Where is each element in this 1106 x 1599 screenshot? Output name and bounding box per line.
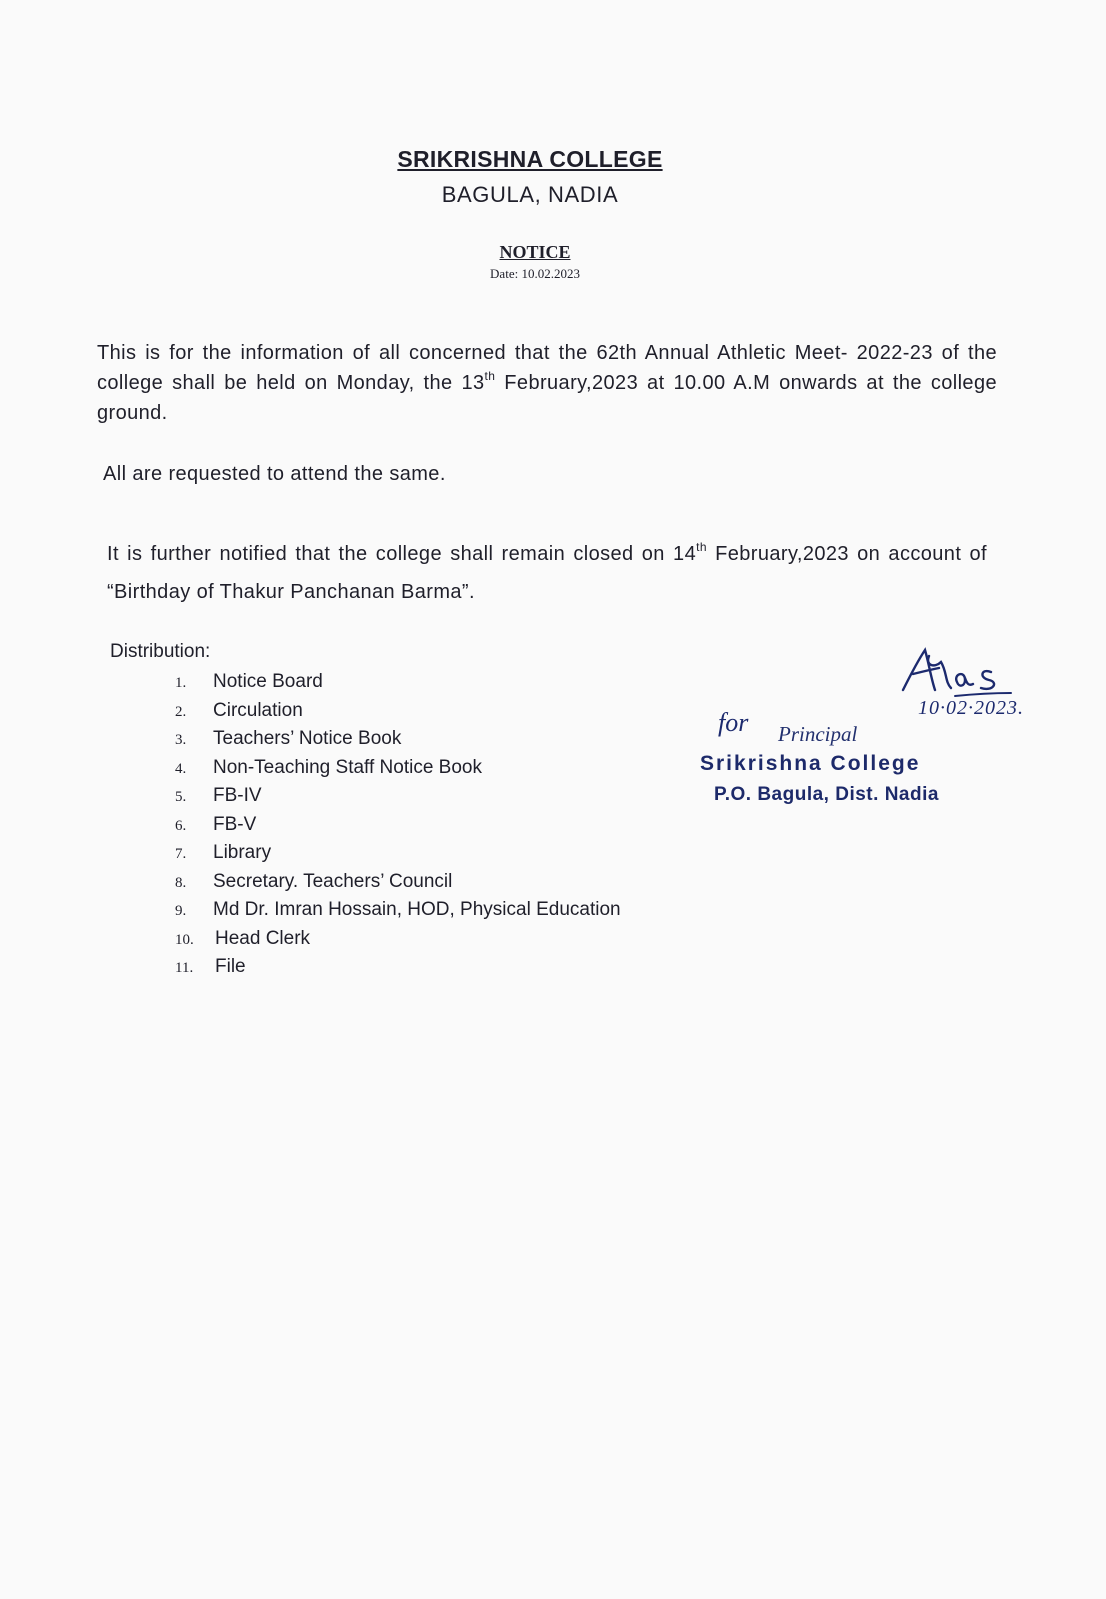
paragraph-athletic-meet-text-a: This is for the information of all concerned that the 62th Annual Athletic Meet- 2022-23 of the college shall be held on Monday, the 13 bbox=[97, 342, 997, 394]
list-item bbox=[175, 754, 621, 783]
list-item-text: Teachers’ Notice Book bbox=[213, 728, 402, 749]
list-item-number: 1. bbox=[175, 675, 187, 691]
list-item-text: Head Clerk bbox=[215, 927, 311, 949]
list-item bbox=[175, 896, 621, 925]
list-item-number: 9. bbox=[175, 903, 187, 919]
paragraph-college-closure-text-b: February,2023 on account of “Birthday of Thakur Panchanan Barma”. bbox=[107, 543, 987, 603]
list-item-text: Library bbox=[213, 842, 272, 863]
list-item-text: Non-Teaching Staff Notice Book bbox=[213, 756, 482, 778]
list-item bbox=[175, 868, 621, 897]
list-item-number: 10. bbox=[175, 931, 194, 948]
superscript-th: th bbox=[696, 540, 707, 554]
stamp-college: Srikrishna College bbox=[700, 752, 921, 775]
list-item-text: Circulation bbox=[213, 699, 303, 721]
list-item-text: Notice Board bbox=[213, 671, 323, 692]
list-item-text: File bbox=[215, 956, 246, 977]
list-item bbox=[175, 925, 621, 954]
paragraph-athletic-meet-text-b: February,2023 at 10.00 A.M onwards at the college ground. bbox=[97, 372, 997, 424]
list-item-number: 11. bbox=[175, 960, 194, 976]
for-text: for bbox=[718, 708, 749, 737]
list-item-text: FB-IV bbox=[213, 785, 262, 806]
list-item bbox=[175, 839, 621, 868]
notice-title: NOTICE bbox=[499, 242, 571, 262]
list-item bbox=[175, 725, 621, 754]
paragraph-athletic-meet bbox=[97, 338, 997, 428]
list-item bbox=[175, 811, 621, 840]
list-item-number: 2. bbox=[175, 703, 187, 720]
stamp-address: P.O. Bagula, Dist. Nadia bbox=[714, 784, 939, 805]
date-label: Date: bbox=[490, 266, 519, 281]
college-place: BAGULA, NADIA bbox=[441, 182, 619, 207]
list-item-number: 4. bbox=[175, 760, 187, 777]
list-item-text: Md Dr. Imran Hossain, HOD, Physical Education bbox=[213, 899, 621, 920]
list-item bbox=[175, 668, 621, 697]
paragraph-college-closure-text-a: It is further notified that the college shall remain closed on 14 bbox=[107, 543, 697, 565]
list-item-number: 7. bbox=[175, 846, 187, 862]
list-item bbox=[175, 697, 621, 726]
distribution-label: Distribution: bbox=[110, 641, 211, 662]
superscript-th: th bbox=[484, 369, 496, 383]
notice-date bbox=[0, 266, 1070, 282]
list-item bbox=[175, 782, 621, 811]
list-item-number: 3. bbox=[175, 732, 187, 748]
date-value: 10.02.2023 bbox=[521, 266, 580, 281]
paragraph-college-closure bbox=[107, 535, 987, 611]
list-item-text: FB-V bbox=[213, 813, 257, 835]
paragraph-attend-request: All are requested to attend the same. bbox=[103, 463, 446, 485]
list-item bbox=[175, 953, 621, 982]
list-item-number: 8. bbox=[175, 874, 187, 891]
handwritten-date: 10·02·2023. bbox=[918, 697, 1024, 719]
college-name: SRIKRISHNA COLLEGE bbox=[397, 146, 663, 172]
list-item-text: Secretary. Teachers’ Council bbox=[213, 870, 453, 892]
stamp-principal: Principal bbox=[778, 722, 858, 746]
distribution-list bbox=[175, 668, 621, 982]
list-item-number: 5. bbox=[175, 789, 187, 805]
list-item-number: 6. bbox=[175, 817, 187, 834]
